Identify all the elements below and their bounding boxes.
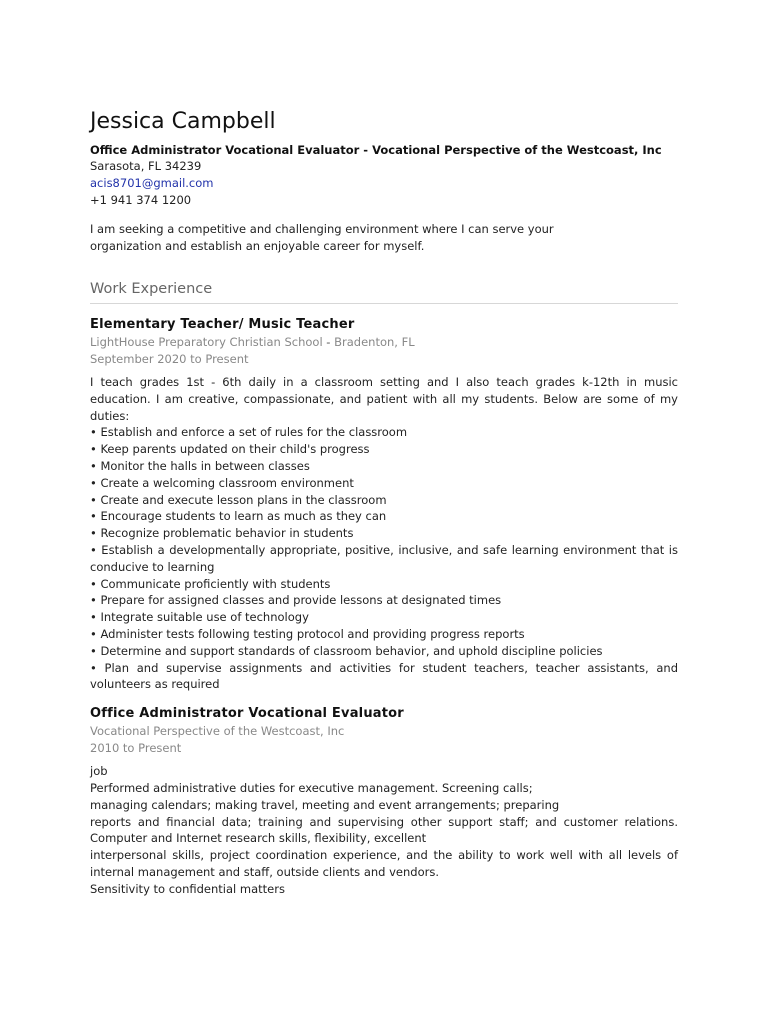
email-link[interactable]: acis8701@gmail.com — [90, 176, 214, 190]
headline: Office Administrator Vocational Evaluator - Vocational Perspective of the Westcoast, Inc — [90, 143, 662, 157]
description-line: • Plan and supervise assignments and activities for student teachers, teacher assistants, and volunteers as required — [90, 660, 678, 692]
job-title: Elementary Teacher/ Music Teacher — [90, 317, 355, 332]
description-line: • Integrate suitable use of technology — [90, 610, 309, 625]
job-description — [90, 374, 678, 693]
job-employer-line — [90, 334, 678, 351]
job-entry — [90, 705, 678, 897]
description-line: job — [90, 764, 108, 779]
phone: +1 941 374 1200 — [90, 193, 192, 207]
job-description — [90, 763, 678, 897]
description-line: Performed administrative duties for executive management. Screening calls; — [90, 780, 533, 795]
resume-page — [90, 108, 678, 898]
description-line: I teach grades 1st - 6th daily in a classroom setting and I also teach grades k-12th in music education. I am creative, compassionate, and patient with all my students. Below are some of my duties: — [90, 375, 678, 423]
description-line: • Keep parents updated on their child's progress — [90, 442, 370, 457]
job-location: Bradenton, FL — [334, 335, 415, 349]
description-line: Sensitivity to confidential matters — [90, 881, 285, 896]
employer-separator: - — [326, 335, 331, 349]
candidate-name: Jessica Campbell — [90, 109, 276, 134]
description-line: interpersonal skills, project coordination experience, and the ability to work well with all levels of internal management and staff, outside clients and vendors. — [90, 848, 678, 879]
job-dates: 2010 to Present — [90, 741, 182, 756]
description-line: • Monitor the halls in between classes — [90, 458, 310, 473]
job-title: Office Administrator Vocational Evaluator — [90, 706, 404, 722]
job-entry — [90, 316, 678, 693]
description-line: • Determine and support standards of classroom behavior, and uphold discipline policies — [90, 643, 603, 658]
description-line: • Administer tests following testing protocol and providing progress reports — [90, 626, 525, 641]
description-line: • Encourage students to learn as much as they can — [90, 509, 387, 524]
description-line: managing calendars; making travel, meeting and event arrangements; preparing — [90, 797, 560, 812]
job-dates: September 2020 to Present — [90, 352, 249, 366]
description-line: • Prepare for assigned classes and provide lessons at designated times — [90, 593, 502, 608]
section-title-work-experience: Work Experience — [90, 281, 678, 304]
description-line: • Establish and enforce a set of rules for the classroom — [90, 425, 408, 440]
job-employer: Vocational Perspective of the Westcoast, Inc — [90, 724, 345, 739]
summary: I am seeking a competitive and challenging environment where I can serve your organization and establish an enjoyable career for myself. — [90, 222, 554, 253]
location: Sarasota, FL 34239 — [90, 159, 202, 173]
description-line: reports and financial data; training and supervising other support staff; and customer relations. Computer and Internet research skills, flexibility, excellent — [90, 814, 678, 846]
description-line: • Communicate proficiently with students — [90, 576, 331, 591]
description-line: • Create and execute lesson plans in the classroom — [90, 492, 387, 507]
description-line: • Recognize problematic behavior in students — [90, 526, 354, 541]
description-line: • Create a welcoming classroom environment — [90, 475, 354, 490]
job-employer: LightHouse Preparatory Christian School — [90, 335, 323, 349]
description-line: • Establish a developmentally appropriate, positive, inclusive, and safe learning environment that is conducive to learning — [90, 542, 678, 574]
